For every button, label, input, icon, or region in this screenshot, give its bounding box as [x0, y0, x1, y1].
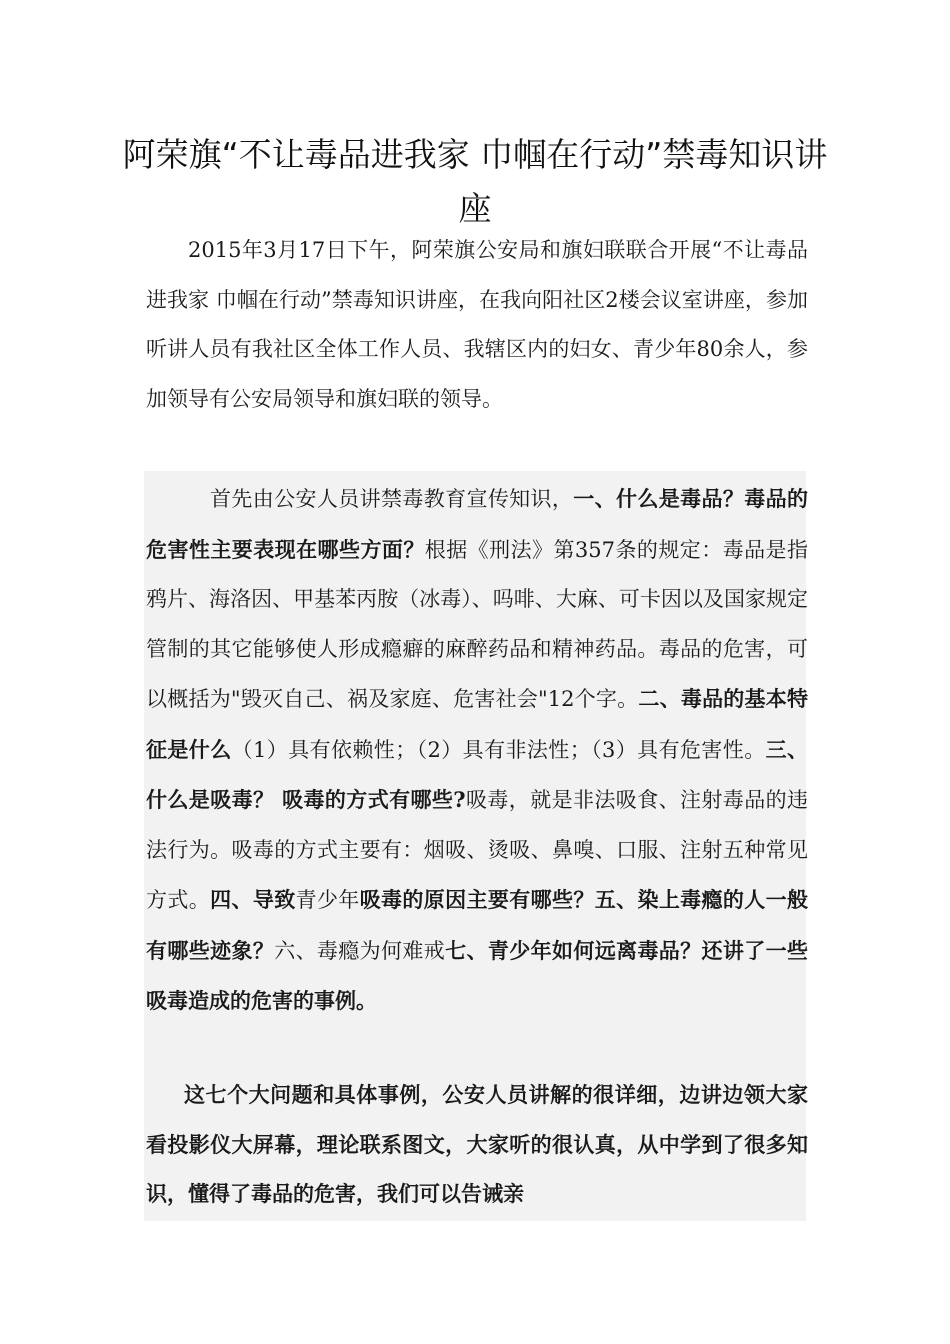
text-run: 吸毒，就是非法吸食、注射毒品的违法行为。吸毒的方式主要有：烟吸、烫吸、鼻嗅、口服、注射五种常见方式。: [146, 788, 808, 912]
question-1: 一、什么是毒品？毒品的危害性主要表现在哪些方面？: [146, 486, 808, 562]
question-2: 二、毒品的基本特征是什么: [146, 686, 808, 762]
question-7: 七、青少年如何远离毒品？还讲了一些吸毒造成的危害的事例。: [146, 937, 809, 1013]
text-run: （1）具有依赖性；（2）具有非法性；（3）具有危害性。: [231, 737, 766, 762]
question-3: 三、什么是吸毒？ 吸毒的方式有哪些?: [146, 736, 809, 812]
paragraph-intro: 2015年3月17日下午，阿荣旗公安局和旗妇联联合开展“不让毒品进我家 巾帼在行动”禁毒知识讲座，在我向阳社区2楼会议室讲座，参加听讲人员有我社区全体工作人员、我辖区内的妇女、青少年80余人，参加领导有公安局领导和旗妇联的领导。: [146, 238, 808, 411]
text-run: 青少年: [295, 888, 360, 912]
paragraph-summary: 这七个大问题和具体事例，公安人员讲解的很详细，边讲边领大家看投影仪大屏幕，理论联系图文，大家听的很认真，从中学到了很多知识，懂得了毒品的危害，我们可以告诫亲: [146, 1082, 808, 1206]
question-4-5: 吸毒的原因主要有哪些？五、染上毒瘾的人一般有哪些迹象？: [146, 887, 809, 963]
paragraph-lecture-content: [146, 474, 808, 1027]
text-run: 根据《刑法》第357条的规定：毒品是指鸦片、海洛因、甲基苯丙胺（冰毒）、吗啡、大麻、可卡因以及国家规定管制的其它能够使人形成瘾癖的麻醉药品和精神药品。毒品的危害，可以概括为"毁灭自己、祸及家庭、危害社会"12个字。: [146, 537, 808, 711]
document-title: 阿荣旗“不让毒品进我家 巾帼在行动”禁毒知识讲座: [122, 135, 828, 228]
question-6: 六、毒瘾为何难戒: [274, 938, 446, 963]
question-4: 四、导致: [210, 887, 296, 912]
text-run: 首先由公安人员讲禁毒教育宣传知识，: [210, 487, 574, 511]
